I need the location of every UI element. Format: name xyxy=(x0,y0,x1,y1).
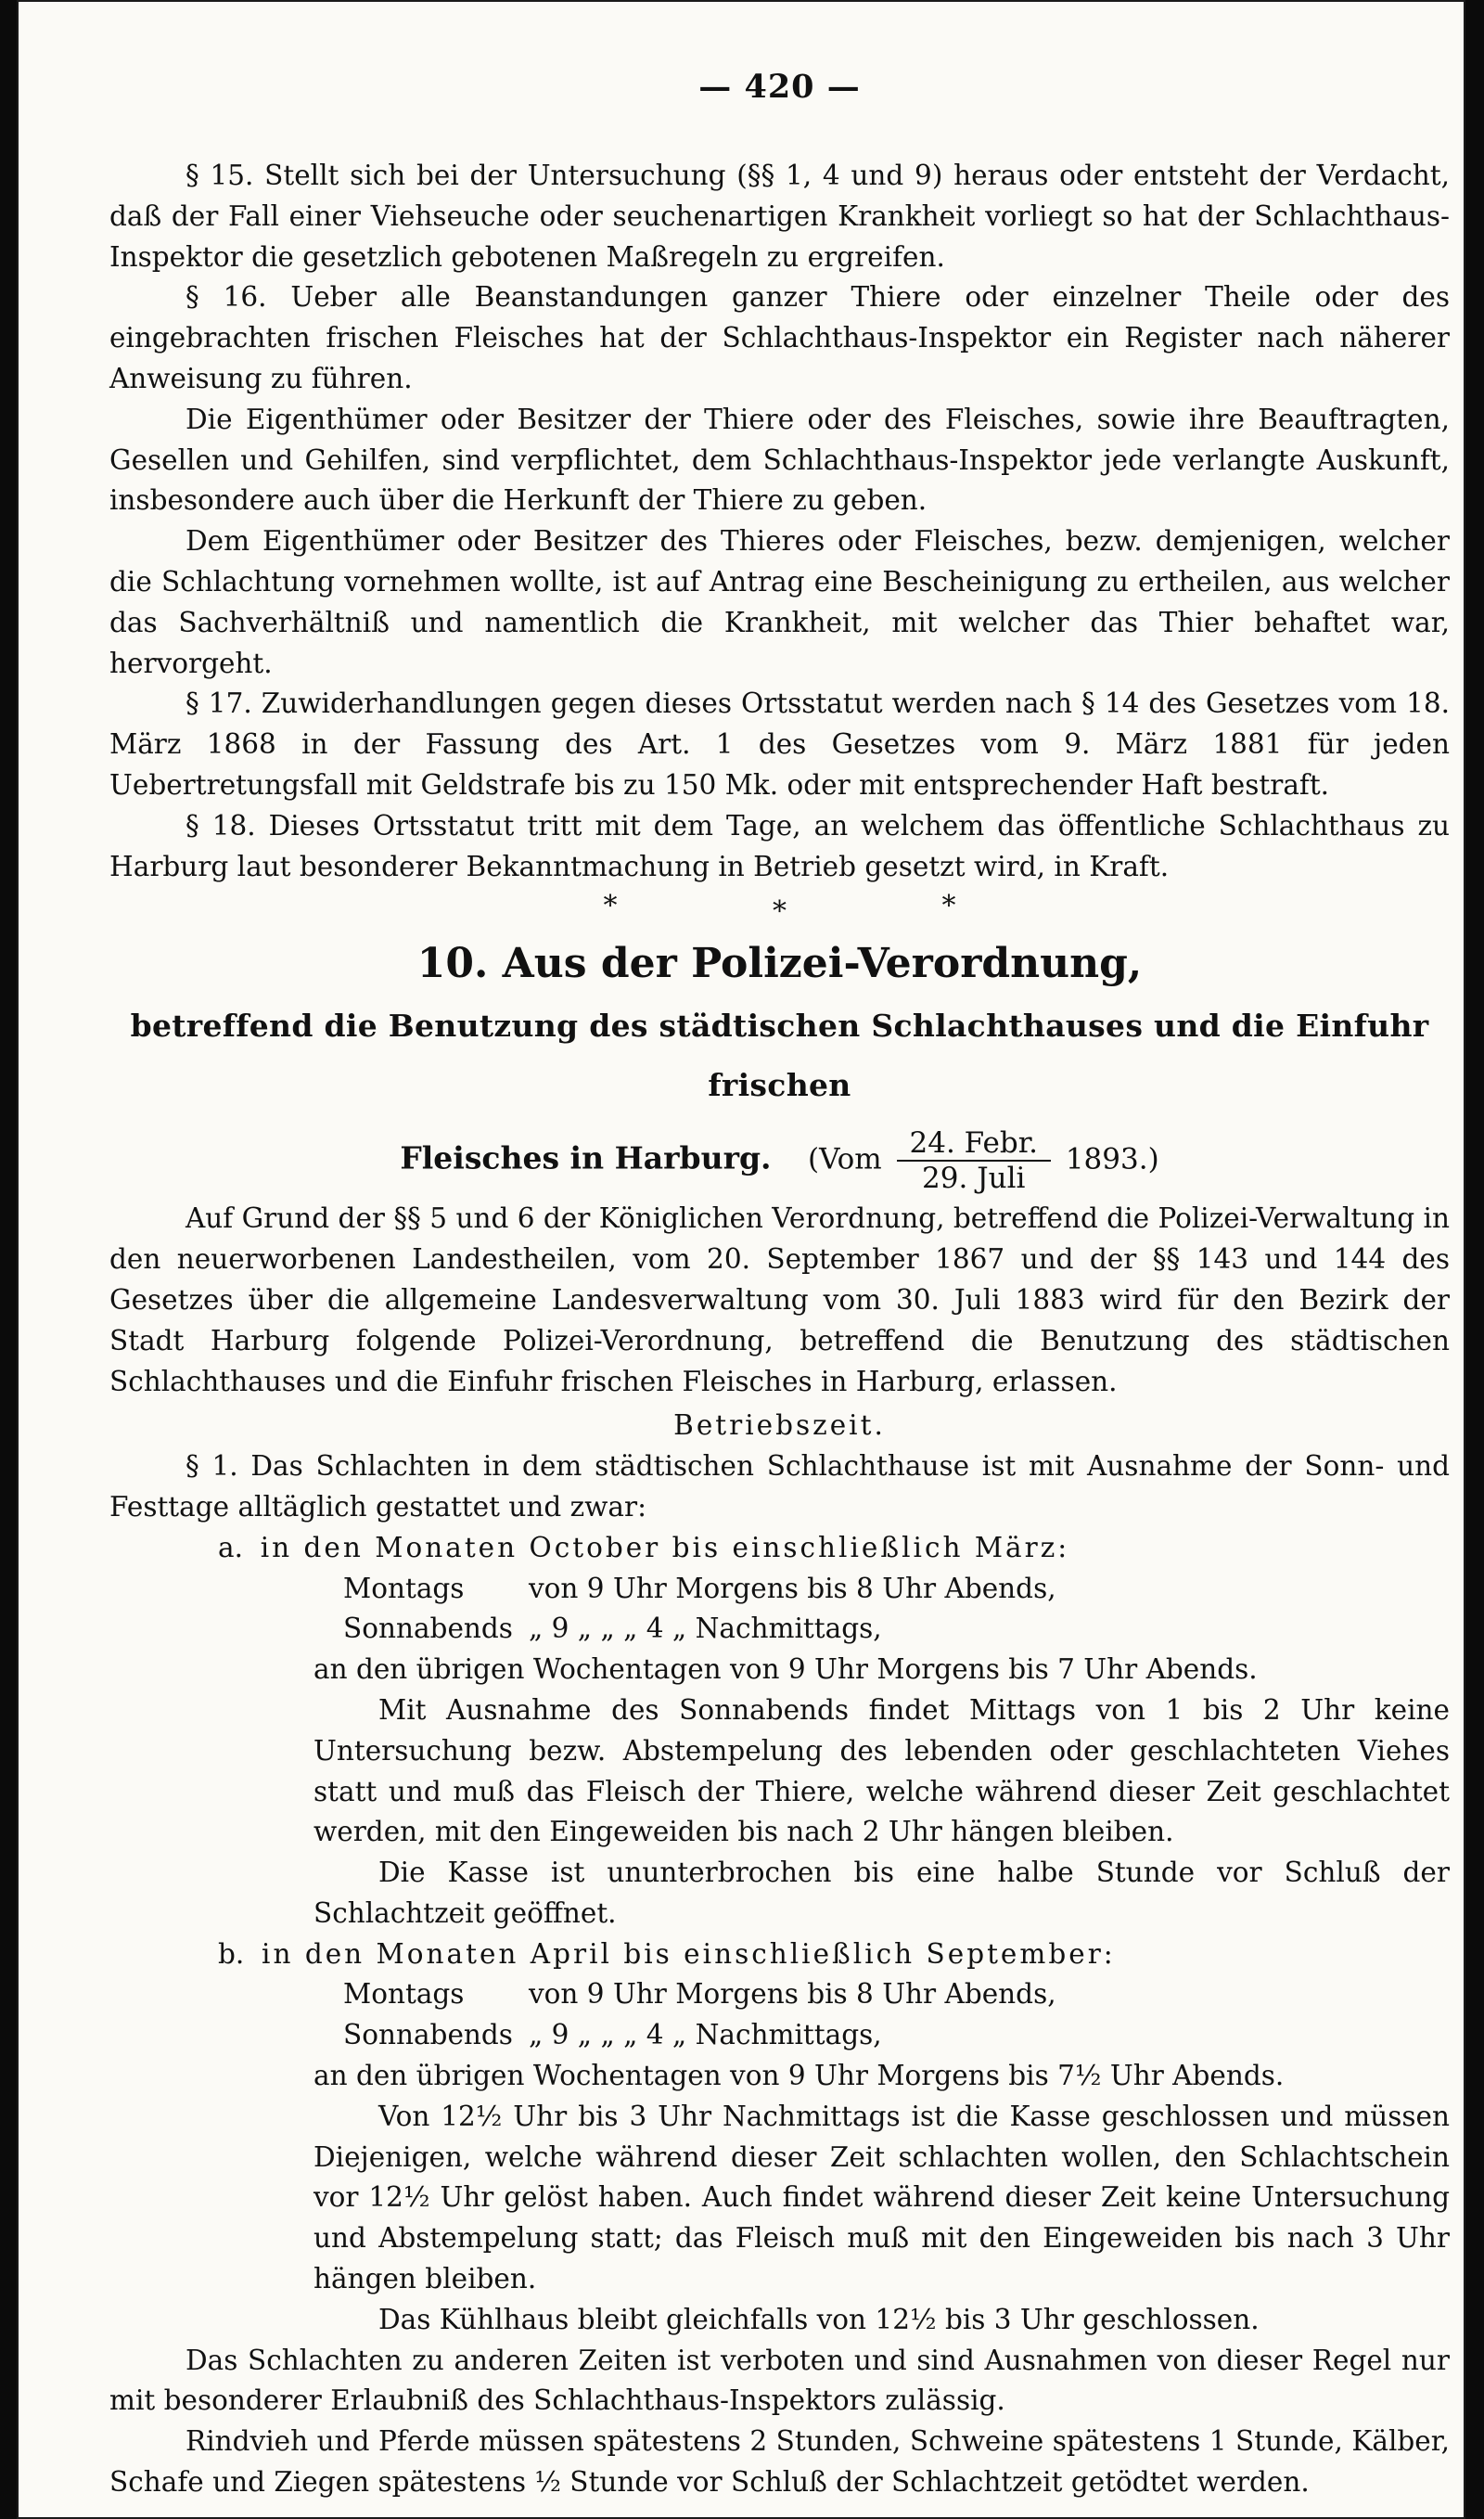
paragraph-s17: § 17. Zuwiderhandlungen gegen dieses Ortsstatut werden nach § 14 des Gesetzes vom 18. März 1868 in der Fassung des Art. 1 des Gesetzes vom 9. März 1881 für jeden Uebertretungsfall mit Geldstrafe bis zu 150 Mk. oder mit entsprechender Haft bestraft. xyxy=(109,688,1450,801)
date-suffix: 1893.) xyxy=(1065,1142,1159,1176)
time-range: „ 9 „ „ „ 4 „ Nachmittags, xyxy=(529,2019,882,2051)
paragraph-s1: § 1. Das Schlachten in dem städtischen Schlachthause ist mit Ausnahme der Sonn- und Festtage alltäglich gestattet und zwar: xyxy=(109,1450,1450,1523)
date-prefix: (Vom xyxy=(807,1142,882,1176)
heading-betriebszeit: Betriebszeit. xyxy=(673,1409,886,1442)
text-column xyxy=(109,0,1450,2503)
time-range: von 9 Uhr Morgens bis 8 Uhr Abends, xyxy=(529,1978,1056,2011)
section-subtitle: betreffend die Benutzung des städtischen Schlachthauses und die Einfuhr frischen xyxy=(130,1008,1429,1104)
closing-paragraph-1: Das Schlachten zu anderen Zeiten ist verboten und sind Ausnahmen von dieser Regel nur mit besonderer Erlaubniß des Schlachthaus-Inspektors zulässig. xyxy=(109,2344,1450,2417)
paragraph-owners: Die Eigenthümer oder Besitzer der Thiere oder des Fleisches, sowie ihre Beauftragten, Gesellen und Gehilfen, sind verpflichtet, dem Schlachthaus-Inspektor jede verlangte Auskunft, insbesondere auch über die Herkunft der Thiere zu geben. xyxy=(109,403,1450,517)
item-a-row-montags xyxy=(109,1569,1450,1610)
item-b-head: in den Monaten April bis einschließlich September: xyxy=(262,1937,1116,1970)
item-b-heading xyxy=(109,1934,1450,1975)
time-range: von 9 Uhr Morgens bis 8 Uhr Abends, xyxy=(529,1572,1056,1604)
item-b-label: b. xyxy=(218,1937,245,1970)
intro-paragraph: Auf Grund der §§ 5 und 6 der Königlichen Verordnung, betreffend die Polizei-Verwaltung in den neuerworbenen Landestheilen, vom 20. September 1867 und der §§ 143 und 144 des Gesetzes über die allgemeine Landesverwaltung vom 30. Juli 1883 wird für den Bezirk der Stadt Harburg folgende Polizei-Verordnung, betreffend die Benutzung des städtischen Schlachthauses und die Einfuhr frischen Fleisches in Harburg, erlassen. xyxy=(109,1202,1450,1397)
divider-star: * xyxy=(603,890,618,923)
paragraph-s18: § 18. Dieses Ortsstatut tritt mit dem Tage, an welchem das öffentliche Schlachthaus zu Harburg laut besonderer Bekanntmachung in Betrieb gesetzt wird, in Kraft. xyxy=(109,809,1450,882)
section-title: 10. Aus der Polizei-Verordnung, xyxy=(416,940,1143,988)
item-b-weekdays: an den übrigen Wochentagen von 9 Uhr Morgens bis 7½ Uhr Abends. xyxy=(313,2060,1285,2092)
item-a-row-sonnabends xyxy=(109,1609,1450,1650)
item-b-row-sonnabends xyxy=(109,2015,1450,2056)
section-divider xyxy=(603,890,956,929)
item-b-paragraph-2: Das Kühlhaus bleibt gleichfalls von 12½ bis 3 Uhr geschlossen. xyxy=(378,2303,1260,2335)
section-date-line xyxy=(109,1126,1450,1195)
date-fraction xyxy=(897,1126,1051,1195)
day-label: Montags xyxy=(343,1978,465,2011)
item-a-weekdays: an den übrigen Wochentagen von 9 Uhr Morgens bis 7 Uhr Abends. xyxy=(313,1653,1258,1686)
item-b-paragraph-1: Von 12½ Uhr bis 3 Uhr Nachmittags ist die Kasse geschlossen und müssen Diejenigen, welche während dieser Zeit schlachten wollen, den Schlachtschein vor 12½ Uhr gelöst haben. Auch findet während dieser Zeit keine Untersuchung und Abstempelung statt; das Fleisch muß mit den Eingeweiden bis nach 3 Uhr hängen bleiben. xyxy=(313,2100,1450,2295)
section-subtitle-cont: Fleisches in Harburg. xyxy=(400,1139,772,1176)
item-a-paragraph-2: Die Kasse ist ununterbrochen bis eine halbe Stunde vor Schluß der Schlachtzeit geöffnet. xyxy=(313,1857,1450,1929)
item-a-label: a. xyxy=(218,1531,243,1563)
document-page xyxy=(17,0,1465,2519)
divider-star: * xyxy=(773,895,787,929)
day-label: Sonnabends xyxy=(343,2019,513,2051)
divider-star: * xyxy=(941,890,956,923)
day-label: Montags xyxy=(343,1572,465,1604)
item-a-heading xyxy=(109,1528,1450,1569)
date-numerator: 24. Febr. xyxy=(897,1126,1051,1162)
day-label: Sonnabends xyxy=(343,1613,513,1645)
paragraph-s15: § 15. Stellt sich bei der Untersuchung (§§ 1, 4 und 9) heraus oder entsteht der Verdacht, daß der Fall einer Viehseuche oder seuchenartigen Krankheit vorliegt so hat der Schlachthaus-Inspektor die gesetzlich gebotenen Maßregeln zu ergreifen. xyxy=(109,160,1450,273)
page-number: — 420 — xyxy=(698,68,861,106)
date-denominator: 29. Juli xyxy=(922,1162,1026,1196)
time-range: „ 9 „ „ „ 4 „ Nachmittags, xyxy=(529,1613,882,1645)
paragraph-certificate: Dem Eigenthümer oder Besitzer des Thieres oder Fleisches, bezw. demjenigen, welcher die Schlachtung vornehmen wollte, ist auf Antrag eine Bescheinigung zu ertheilen, aus welcher das Sachverhältniß und namentlich die Krankheit, mit welcher das Thier behaftet war, hervorgeht. xyxy=(109,525,1450,679)
item-a-head: in den Monaten October bis einschließlich März: xyxy=(260,1531,1070,1563)
item-b-row-montags xyxy=(109,1974,1450,2015)
paragraph-s16: § 16. Ueber alle Beanstandungen ganzer Thiere oder einzelner Theile oder des eingebrachten frischen Fleisches hat der Schlachthaus-Inspektor ein Register nach näherer Anweisung zu führen. xyxy=(109,281,1450,394)
item-a-paragraph-1: Mit Ausnahme des Sonnabends findet Mittags von 1 bis 2 Uhr keine Untersuchung bezw. Abstempelung des lebenden oder geschlachteten Viehes statt und muß das Fleisch der Thiere, welche während dieser Zeit geschlachtet werden, mit den Eingeweiden bis nach 2 Uhr hängen bleiben. xyxy=(313,1693,1450,1848)
closing-paragraph-2: Rindvieh und Pferde müssen spätestens 2 Stunden, Schweine spätestens 1 Stunde, Kälber, Schafe und Ziegen spätestens ½ Stunde vor Schluß der Schlachtzeit getödtet werden. xyxy=(109,2425,1450,2499)
